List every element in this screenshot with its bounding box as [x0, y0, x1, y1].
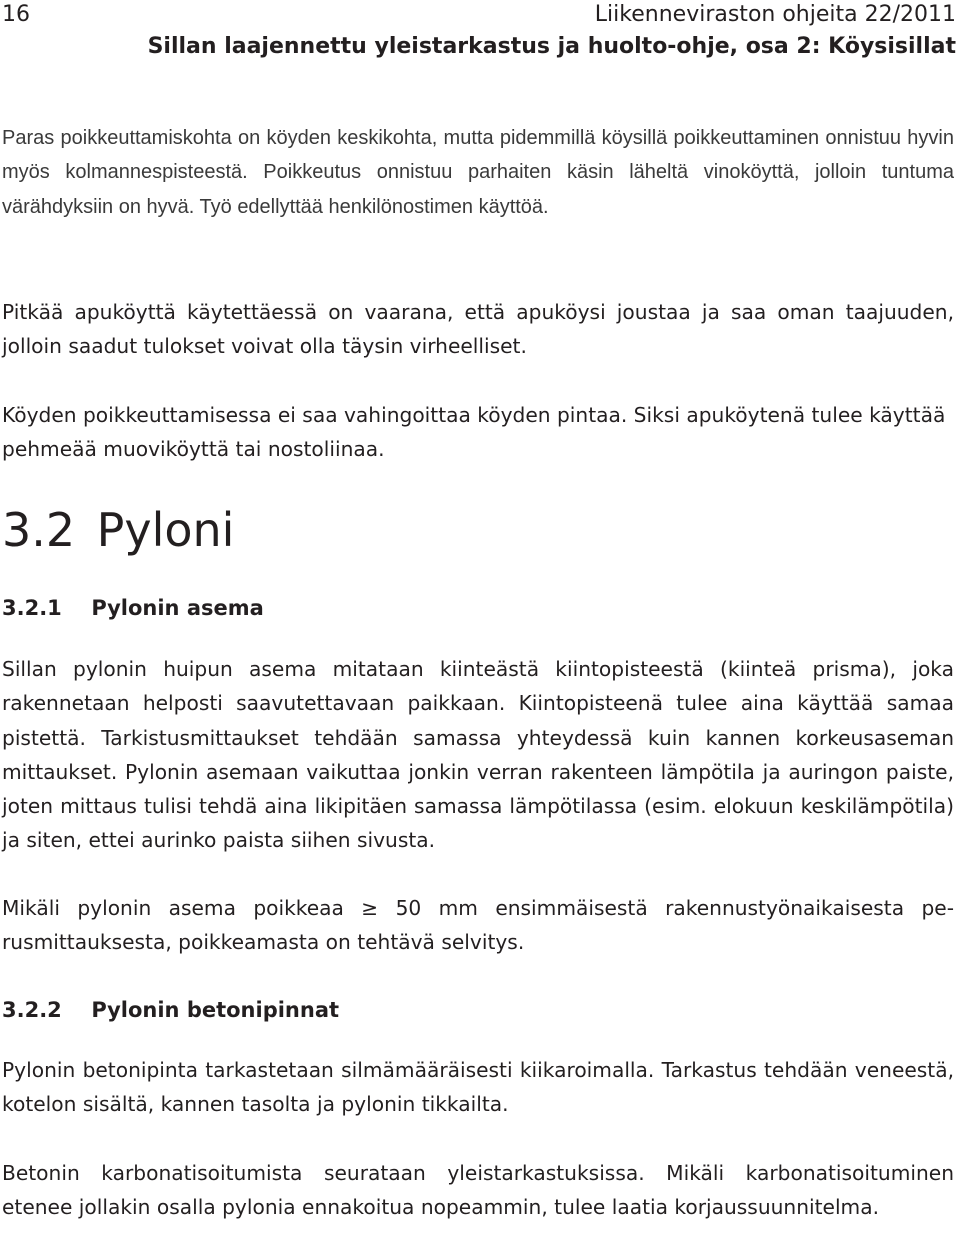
paragraph-7: Betonin karbonatisoitumista seurataan yleistarkastuksissa. Mikäli karbonatisoituminen etenee jollakin osalla pylonia ennakoitua nopeammin, tulee laatia korjaussuunnitelma. — [2, 1161, 954, 1220]
publication-label: Liikenneviraston ohjeita 22/2011 — [594, 2, 956, 27]
subsection-title: Pylonin betonipinnat — [91, 998, 340, 1022]
subsection-number: 3.2.2 — [2, 998, 62, 1022]
subsection-title: Pylonin asema — [91, 596, 264, 620]
page-number: 16 — [2, 2, 30, 27]
section-heading — [2, 500, 234, 560]
section-number: 3.2 — [2, 503, 76, 557]
paragraph-5: Mikäli pylonin asema poikkeaa ≥ 50 mm ensimmäisestä rakennustyönaikaisesta perusmittauksesta, poikkeamasta on tehtävä selvitys. — [2, 896, 954, 955]
paragraph-2: Pitkää apuköyttä käytettäessä on vaarana, että apuköysi joustaa ja saa oman taajuuden, jolloin saadut tulokset voivat olla täysin virheelliset. — [2, 300, 954, 359]
document-title: Sillan laajennettu yleistarkastus ja huolto-ohje, osa 2: Köysisillat — [147, 34, 956, 59]
paragraph-3: Köyden poikkeuttamisessa ei saa vahingoittaa köyden pintaa. Siksi apuköytenä tulee käyttää pehmeää muoviköyttä tai nostoliinaa. — [2, 403, 946, 462]
paragraph-4: Sillan pylonin huipun asema mitataan kiinteästä kiintopisteestä (kiinteä prisma), joka rakennetaan helposti saavutettavaan paikkaan. Kiintopisteenä tulee aina käyttää samaa pistettä. Tarkistusmittaukset tehdään samassa yhteydessä kuin kannen korkeusaseman mittaukset. Pylonin asemaan vaikuttaa jonkin verran rakenteen lämpötila ja auringon paiste, joten mittaus tulisi tehdä aina likipitäen samassa lämpötilassa (esim. elokuun keskilämpötila) ja siten, ettei aurinko paista siihen sivusta. — [2, 657, 954, 853]
section-title: Pyloni — [96, 503, 235, 557]
subsection-number: 3.2.1 — [2, 596, 62, 620]
paragraph-1: Paras poikkeuttamiskohta on köyden keskikohta, mutta pidemmillä köysillä poikkeuttaminen onnistuu hyvin myös kolmannespisteestä. Poikkeutus onnistuu parhaiten käsin läheltä vinoköyttä, jolloin tuntuma värähdyksiin on hyvä. Työ edellyttää henkilönostimen käyttöä. — [2, 127, 954, 218]
subsection-heading-betonipinnat — [2, 993, 339, 1027]
paragraph-6: Pylonin betonipinta tarkastetaan silmämääräisesti kiikaroimalla. Tarkastus tehdään veneestä, kotelon sisältä, kannen tasolta ja pylonin tikkailta. — [2, 1058, 954, 1117]
subsection-heading-asema — [2, 591, 264, 625]
